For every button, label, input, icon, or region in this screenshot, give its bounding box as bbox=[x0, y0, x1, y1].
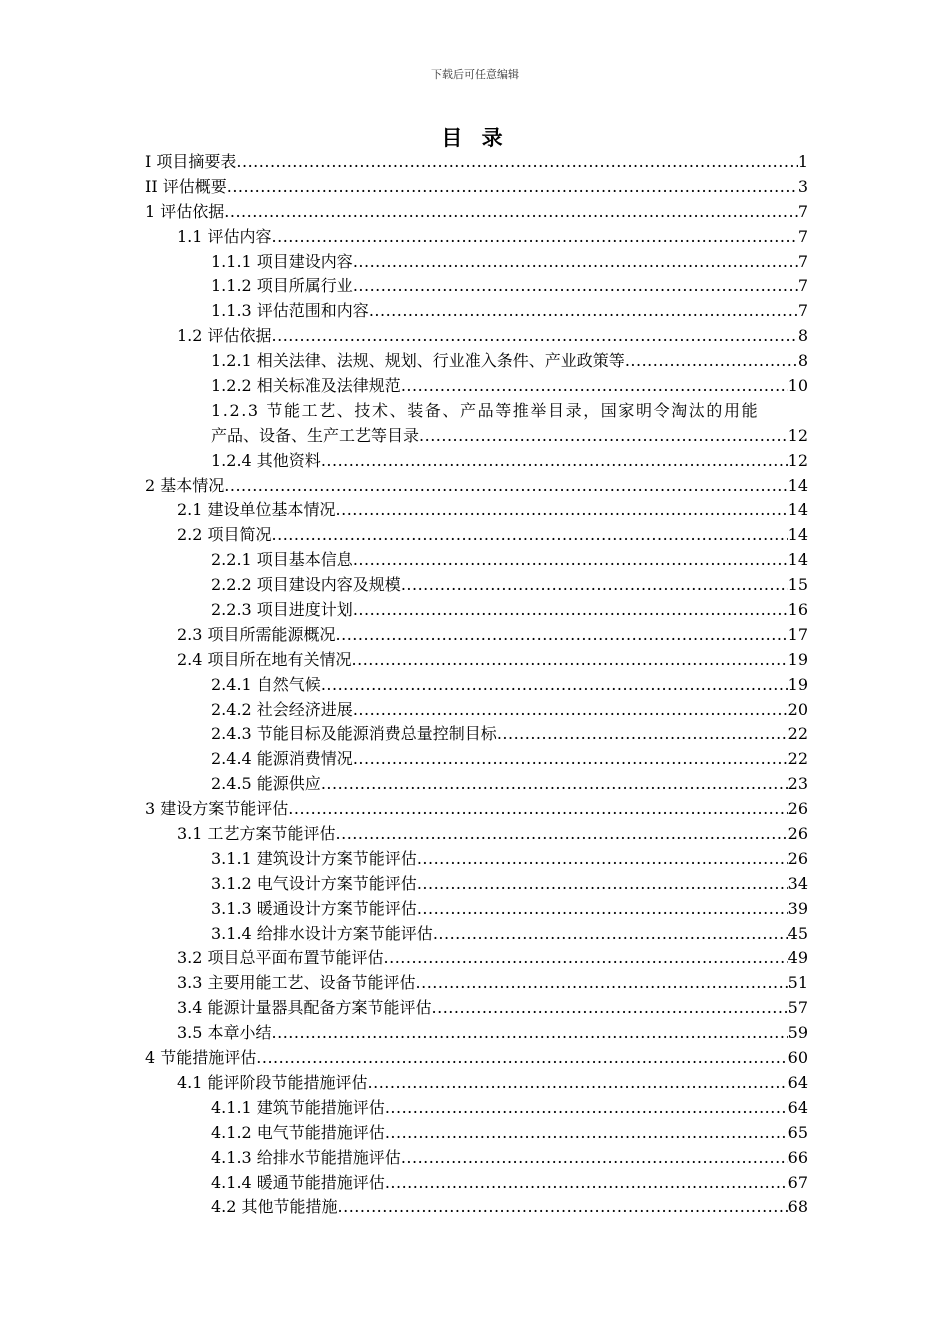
toc-page-number: 39 bbox=[787, 898, 808, 918]
toc-entry-title: 1.1.3 评估范围和内容 bbox=[211, 301, 369, 321]
toc-entry-title: 2.1 建设单位基本情况 bbox=[177, 500, 336, 520]
toc-entry[interactable] bbox=[145, 200, 808, 225]
toc-page-number: 22 bbox=[787, 724, 808, 744]
toc-entry[interactable] bbox=[145, 673, 808, 698]
dot-leader bbox=[401, 1146, 788, 1171]
toc-entry-title: I 项目摘要表 bbox=[145, 151, 237, 171]
toc-entry[interactable] bbox=[145, 523, 808, 548]
toc-page-number: 19 bbox=[787, 649, 808, 669]
toc-entry-title: 1.1 评估内容 bbox=[177, 226, 272, 246]
toc-page-number: 7 bbox=[797, 276, 808, 296]
toc-page-number: 65 bbox=[787, 1122, 808, 1142]
toc-page-number: 34 bbox=[787, 873, 808, 893]
toc-page-number: 22 bbox=[787, 749, 808, 769]
toc-entry-title: 3.2 项目总平面布置节能评估 bbox=[177, 948, 384, 968]
dot-leader bbox=[353, 598, 788, 623]
toc-entry[interactable] bbox=[145, 374, 808, 399]
toc-page-number: 64 bbox=[787, 1072, 808, 1092]
dot-leader bbox=[321, 449, 788, 474]
toc-entry-title: II 评估概要 bbox=[145, 176, 227, 196]
toc-entry-title: 3.4 能源计量器具配备方案节能评估 bbox=[177, 998, 432, 1018]
toc-entry[interactable] bbox=[145, 150, 808, 175]
toc-page-number: 49 bbox=[787, 948, 808, 968]
dot-leader bbox=[625, 349, 798, 374]
toc-page-number: 12 bbox=[787, 425, 808, 445]
toc-entry[interactable] bbox=[145, 324, 808, 349]
toc-entry-title: 1.2.1 相关法律、法规、规划、行业准入条件、产业政策等 bbox=[211, 351, 625, 371]
toc-entry-title: 2.3 项目所需能源概况 bbox=[177, 624, 336, 644]
dot-leader bbox=[353, 274, 798, 299]
toc-entry-title: 1 评估依据 bbox=[145, 201, 225, 221]
toc-page-number: 8 bbox=[797, 351, 808, 371]
toc-entry-title: 2.2.2 项目建设内容及规模 bbox=[211, 575, 401, 595]
page-header-note: 下载后可任意编辑 bbox=[431, 68, 519, 81]
toc-entry-title: 1.2.4 其他资料 bbox=[211, 450, 321, 470]
dot-leader bbox=[417, 872, 788, 897]
dot-leader bbox=[352, 648, 788, 673]
toc-entry[interactable] bbox=[145, 1171, 808, 1196]
toc-entry[interactable] bbox=[145, 623, 808, 648]
toc-page-number: 26 bbox=[787, 799, 808, 819]
toc-entry[interactable] bbox=[145, 1195, 808, 1220]
toc-entry-title: 2.2.3 项目进度计划 bbox=[211, 600, 353, 620]
toc-page-number: 66 bbox=[787, 1147, 808, 1167]
toc-entry-title: 1.2.2 相关标准及法律规范 bbox=[211, 376, 401, 395]
toc-entry-title: 2.4.1 自然气候 bbox=[211, 674, 321, 694]
dot-leader bbox=[385, 1121, 788, 1146]
dot-leader bbox=[321, 673, 788, 698]
toc-page-number: 17 bbox=[787, 624, 808, 644]
toc-page-number: 10 bbox=[787, 376, 808, 395]
toc-entry[interactable] bbox=[145, 772, 808, 797]
toc-page-number: 14 bbox=[787, 525, 808, 545]
toc-entry[interactable] bbox=[145, 598, 808, 623]
toc-page-number: 1 bbox=[797, 151, 808, 171]
toc-page-number: 7 bbox=[797, 226, 808, 246]
dot-leader bbox=[384, 946, 788, 971]
toc-entry-title: 2.2.1 项目基本信息 bbox=[211, 550, 353, 570]
toc-entry[interactable] bbox=[145, 1071, 808, 1096]
toc-entry[interactable] bbox=[145, 996, 808, 1021]
toc-entry-title: 4.1.1 建筑节能措施评估 bbox=[211, 1097, 385, 1117]
toc-entry[interactable] bbox=[145, 822, 808, 847]
toc-entry[interactable] bbox=[145, 797, 808, 822]
toc-entry-title: 2.4 项目所在地有关情况 bbox=[177, 649, 352, 669]
toc-entry-title: 3.5 本章小结 bbox=[177, 1023, 272, 1043]
toc-page-number: 14 bbox=[787, 475, 808, 495]
toc-entry-title: 4 节能措施评估 bbox=[145, 1048, 257, 1068]
toc-entry-title-continued: 产品、设备、生产工艺等目录 bbox=[211, 425, 420, 445]
toc-entry-title: 1.1.1 项目建设内容 bbox=[211, 251, 353, 271]
toc-page-number: 14 bbox=[787, 500, 808, 520]
toc-entry[interactable] bbox=[145, 947, 808, 972]
toc-entry[interactable] bbox=[145, 225, 808, 250]
toc-entry-title: 2.2 项目简况 bbox=[177, 525, 272, 545]
dot-leader bbox=[256, 1046, 787, 1071]
dot-leader bbox=[368, 1071, 788, 1096]
dot-leader bbox=[417, 847, 788, 872]
toc-entry[interactable] bbox=[145, 971, 808, 996]
toc-entry-title: 1.2.3 节能工艺、技术、装备、产品等推举目录，国家明令淘汰的用能 bbox=[211, 400, 760, 420]
dot-leader bbox=[401, 573, 788, 598]
toc-page-number: 7 bbox=[797, 201, 808, 221]
toc-entry[interactable] bbox=[145, 349, 808, 374]
toc-entry[interactable] bbox=[145, 449, 808, 474]
toc-entry[interactable] bbox=[145, 1021, 808, 1046]
toc-entry[interactable] bbox=[145, 648, 808, 673]
page-title: 目 录 bbox=[441, 125, 509, 150]
dot-leader bbox=[338, 1195, 788, 1220]
dot-leader bbox=[321, 772, 788, 797]
toc-page-number: 15 bbox=[787, 575, 808, 595]
dot-leader bbox=[272, 324, 798, 349]
dot-leader bbox=[336, 498, 788, 523]
dot-leader bbox=[385, 1171, 788, 1196]
toc-entry[interactable] bbox=[145, 1146, 808, 1171]
dot-leader bbox=[227, 175, 798, 200]
dot-leader bbox=[401, 374, 788, 399]
dot-leader bbox=[369, 299, 798, 324]
dot-leader bbox=[336, 623, 788, 648]
toc-entry-title: 2.4.3 节能目标及能源消费总量控制目标 bbox=[211, 724, 497, 744]
toc-page-number: 19 bbox=[787, 674, 808, 694]
toc-entry-title: 4.1.4 暖通节能措施评估 bbox=[211, 1172, 385, 1192]
toc-entry-title: 4.1 能评阶段节能措施评估 bbox=[177, 1072, 368, 1092]
toc-page-number: 20 bbox=[787, 699, 808, 719]
toc-entry-title: 4.1.3 给排水节能措施评估 bbox=[211, 1147, 401, 1167]
toc-entry[interactable] bbox=[145, 299, 808, 324]
toc-page-number: 7 bbox=[797, 301, 808, 321]
toc-entry[interactable] bbox=[145, 698, 808, 723]
toc-entry[interactable] bbox=[145, 747, 808, 772]
toc-page-number: 60 bbox=[787, 1048, 808, 1068]
toc-entry[interactable] bbox=[145, 897, 808, 922]
toc-page-number: 57 bbox=[787, 998, 808, 1018]
toc-entry[interactable] bbox=[145, 872, 808, 897]
toc-entry-title: 2.4.2 社会经济进展 bbox=[211, 699, 353, 719]
toc-entry-title: 3.3 主要用能工艺、设备节能评估 bbox=[177, 973, 416, 993]
toc-entry[interactable] bbox=[145, 474, 808, 499]
toc-entry-title: 3.1.1 建筑设计方案节能评估 bbox=[211, 848, 417, 868]
toc-entry[interactable] bbox=[145, 1121, 808, 1146]
toc-entry-title: 3.1.2 电气设计方案节能评估 bbox=[211, 873, 417, 893]
toc-page-number: 3 bbox=[797, 176, 808, 196]
dot-leader bbox=[432, 996, 788, 1021]
dot-leader bbox=[272, 1021, 788, 1046]
toc-page-number: 12 bbox=[787, 450, 808, 470]
dot-leader bbox=[416, 971, 788, 996]
dot-leader bbox=[353, 698, 788, 723]
dot-leader bbox=[385, 1096, 788, 1121]
dot-leader bbox=[417, 897, 788, 922]
toc-page-number: 14 bbox=[787, 550, 808, 570]
toc-entry-title: 3 建设方案节能评估 bbox=[145, 799, 289, 819]
toc-page-number: 26 bbox=[787, 848, 808, 868]
toc-page-number: 8 bbox=[797, 326, 808, 346]
toc-entry[interactable] bbox=[145, 1096, 808, 1121]
dot-leader bbox=[272, 225, 798, 250]
toc-entry[interactable] bbox=[145, 548, 808, 573]
toc-page-number: 59 bbox=[787, 1023, 808, 1043]
toc-entry-title: 2.4.4 能源消费情况 bbox=[211, 749, 353, 769]
dot-leader bbox=[353, 250, 798, 275]
toc-entry-title: 3.1 工艺方案节能评估 bbox=[177, 824, 336, 844]
toc-entry[interactable] bbox=[145, 498, 808, 523]
toc-entry-title: 4.2 其他节能措施 bbox=[211, 1197, 338, 1217]
dot-leader bbox=[336, 822, 788, 847]
dot-leader bbox=[497, 722, 788, 747]
toc-page-number: 7 bbox=[797, 251, 808, 271]
toc-page-number: 16 bbox=[787, 600, 808, 620]
dot-leader bbox=[236, 150, 797, 175]
toc-entry[interactable] bbox=[145, 573, 808, 598]
toc-entry-title: 1.1.2 项目所属行业 bbox=[211, 276, 353, 296]
toc-entry-title: 4.1.2 电气节能措施评估 bbox=[211, 1122, 385, 1142]
dot-leader bbox=[353, 548, 788, 573]
toc-page-number: 23 bbox=[787, 774, 808, 794]
toc-entry-title: 3.1.4 给排水设计方案节能评估 bbox=[211, 923, 433, 943]
dot-leader bbox=[272, 523, 788, 548]
toc-entry[interactable] bbox=[145, 847, 808, 872]
dot-leader bbox=[433, 922, 788, 947]
toc-entry[interactable] bbox=[145, 175, 808, 200]
toc-page-number: 45 bbox=[787, 923, 808, 943]
toc-page-number: 68 bbox=[787, 1197, 808, 1217]
toc-entry-title: 2 基本情况 bbox=[145, 475, 225, 495]
toc-entry[interactable] bbox=[145, 274, 808, 299]
dot-leader bbox=[419, 424, 788, 449]
toc-page-number: 51 bbox=[787, 973, 808, 993]
toc-entry-title: 1.2 评估依据 bbox=[177, 326, 272, 346]
toc-entry[interactable] bbox=[145, 250, 808, 275]
dot-leader bbox=[288, 797, 787, 822]
toc-page-number: 64 bbox=[787, 1097, 808, 1117]
toc-entry-title: 2.4.5 能源供应 bbox=[211, 774, 321, 794]
table-of-contents bbox=[145, 150, 808, 1220]
toc-entry[interactable] bbox=[145, 722, 808, 747]
toc-entry[interactable] bbox=[145, 922, 808, 947]
toc-entry-title: 3.1.3 暖通设计方案节能评估 bbox=[211, 898, 417, 918]
dot-leader bbox=[353, 747, 788, 772]
toc-entry[interactable] bbox=[145, 399, 808, 449]
dot-leader bbox=[224, 474, 787, 499]
toc-page-number: 67 bbox=[787, 1172, 808, 1192]
dot-leader bbox=[224, 200, 798, 225]
toc-page-number: 26 bbox=[787, 824, 808, 844]
toc-entry[interactable] bbox=[145, 1046, 808, 1071]
